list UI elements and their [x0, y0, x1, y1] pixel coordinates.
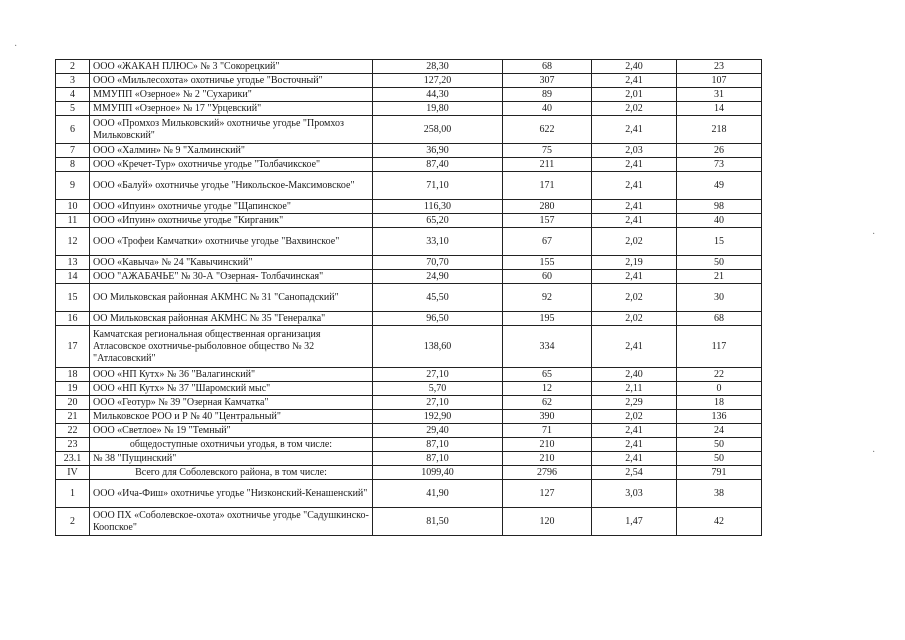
hunting-ground-name-cell: ООО "АЖАБАЧЬЕ" № 30-А "Озерная- Толбачинская": [90, 270, 373, 284]
ratio-cell: 2,41: [592, 438, 677, 452]
area-cell: 258,00: [373, 116, 503, 144]
hunting-ground-name-cell: ОО Мильковская районная АКМНС № 31 "Санопадский": [90, 284, 373, 312]
ratio-cell: 2,02: [592, 312, 677, 326]
table-row: [56, 326, 762, 368]
table-row: [56, 312, 762, 326]
quota-cell: 42: [677, 508, 762, 536]
row-number-cell: 19: [56, 382, 90, 396]
count-cell: 211: [503, 158, 592, 172]
quota-cell: 50: [677, 452, 762, 466]
quota-cell: 136: [677, 410, 762, 424]
count-cell: 195: [503, 312, 592, 326]
area-cell: 71,10: [373, 172, 503, 200]
hunting-grounds-table: [55, 59, 762, 536]
hunting-ground-name-cell: Мильковское РОО и Р № 40 "Центральный": [90, 410, 373, 424]
table-row: [56, 410, 762, 424]
hunting-ground-name-cell: Всего для Соболевского района, в том числе:: [90, 466, 373, 480]
table-row: [56, 368, 762, 382]
row-number-cell: IV: [56, 466, 90, 480]
row-number-cell: 3: [56, 74, 90, 88]
count-cell: 89: [503, 88, 592, 102]
row-number-cell: 10: [56, 200, 90, 214]
scan-speck: ·: [872, 447, 876, 458]
ratio-cell: 2,02: [592, 102, 677, 116]
hunting-ground-name-cell: ООО «Ича-Фиш» охотничье угодье "Низконский-Кенашенский": [90, 480, 373, 508]
row-number-cell: 23.1: [56, 452, 90, 466]
area-cell: 81,50: [373, 508, 503, 536]
quota-cell: 218: [677, 116, 762, 144]
hunting-ground-name-cell: ООО «НП Кутх» № 36 "Валагинский": [90, 368, 373, 382]
row-number-cell: 18: [56, 368, 90, 382]
table-row: [56, 452, 762, 466]
ratio-cell: 2,41: [592, 452, 677, 466]
table-row: [56, 508, 762, 536]
table-row: [56, 200, 762, 214]
ratio-cell: 2,02: [592, 228, 677, 256]
count-cell: 40: [503, 102, 592, 116]
area-cell: 41,90: [373, 480, 503, 508]
hunting-ground-name-cell: ООО «Промхоз Мильковский» охотничье угодье "Промхоз Мильковский": [90, 116, 373, 144]
hunting-ground-name-cell: ММУПП «Озерное» № 2 "Сухарики": [90, 88, 373, 102]
area-cell: 24,90: [373, 270, 503, 284]
table-row: [56, 88, 762, 102]
ratio-cell: 2,02: [592, 410, 677, 424]
row-number-cell: 13: [56, 256, 90, 270]
row-number-cell: 4: [56, 88, 90, 102]
ratio-cell: 2,41: [592, 326, 677, 368]
count-cell: 120: [503, 508, 592, 536]
count-cell: 92: [503, 284, 592, 312]
row-number-cell: 12: [56, 228, 90, 256]
count-cell: 12: [503, 382, 592, 396]
quota-cell: 31: [677, 88, 762, 102]
hunting-ground-name-cell: ОО Мильковская районная АКМНС № 35 "Генералка": [90, 312, 373, 326]
hunting-ground-name-cell: ММУПП «Озерное» № 17 "Урцевский": [90, 102, 373, 116]
scan-speck: ·: [872, 229, 876, 240]
table-row: [56, 382, 762, 396]
row-number-cell: 6: [56, 116, 90, 144]
area-cell: 127,20: [373, 74, 503, 88]
quota-cell: 68: [677, 312, 762, 326]
table-row: [56, 284, 762, 312]
area-cell: 27,10: [373, 396, 503, 410]
quota-cell: 26: [677, 144, 762, 158]
quota-cell: 50: [677, 256, 762, 270]
hunting-ground-name-cell: общедоступные охотничьи угодья, в том числе:: [90, 438, 373, 452]
area-cell: 29,40: [373, 424, 503, 438]
hunting-ground-name-cell: ООО «НП Кутх» № 37 "Шаромский мыс": [90, 382, 373, 396]
ratio-cell: 2,41: [592, 214, 677, 228]
hunting-ground-name-cell: ООО «Трофеи Камчатки» охотничье угодье "Вахвинское": [90, 228, 373, 256]
count-cell: 62: [503, 396, 592, 410]
count-cell: 210: [503, 438, 592, 452]
count-cell: 75: [503, 144, 592, 158]
row-number-cell: 9: [56, 172, 90, 200]
hunting-ground-name-cell: ООО «Светлое» № 19 "Темный": [90, 424, 373, 438]
hunting-ground-name-cell: ООО «Балуй» охотничье угодье "Никольское-Максимовское": [90, 172, 373, 200]
ratio-cell: 2,40: [592, 60, 677, 74]
row-number-cell: 17: [56, 326, 90, 368]
area-cell: 44,30: [373, 88, 503, 102]
row-number-cell: 20: [56, 396, 90, 410]
area-cell: 1099,40: [373, 466, 503, 480]
count-cell: 390: [503, 410, 592, 424]
ratio-cell: 2,41: [592, 270, 677, 284]
hunting-ground-name-cell: Камчатская региональная общественная организация Атласовское охотничье-рыболовное общество № 32 "Атласовский": [90, 326, 373, 368]
hunting-ground-name-cell: ООО «Ипуин» охотничье угодье "Кирганик": [90, 214, 373, 228]
ratio-cell: 2,02: [592, 284, 677, 312]
ratio-cell: 2,41: [592, 424, 677, 438]
quota-cell: 791: [677, 466, 762, 480]
row-number-cell: 2: [56, 508, 90, 536]
ratio-cell: 2,54: [592, 466, 677, 480]
row-number-cell: 1: [56, 480, 90, 508]
count-cell: 71: [503, 424, 592, 438]
count-cell: 68: [503, 60, 592, 74]
table-row: [56, 424, 762, 438]
table-row: [56, 466, 762, 480]
quota-cell: 30: [677, 284, 762, 312]
area-cell: 19,80: [373, 102, 503, 116]
ratio-cell: 2,29: [592, 396, 677, 410]
hunting-ground-name-cell: № 38 "Пущинский": [90, 452, 373, 466]
ratio-cell: 3,03: [592, 480, 677, 508]
ratio-cell: 2,11: [592, 382, 677, 396]
quota-cell: 38: [677, 480, 762, 508]
area-cell: 33,10: [373, 228, 503, 256]
ratio-cell: 2,41: [592, 172, 677, 200]
count-cell: 622: [503, 116, 592, 144]
table-body: [56, 60, 762, 536]
count-cell: 280: [503, 200, 592, 214]
area-cell: 45,50: [373, 284, 503, 312]
row-number-cell: 7: [56, 144, 90, 158]
hunting-ground-name-cell: ООО «Кречет-Тур» охотничье угодье "Толбачикское": [90, 158, 373, 172]
count-cell: 67: [503, 228, 592, 256]
row-number-cell: 14: [56, 270, 90, 284]
quota-cell: 49: [677, 172, 762, 200]
ratio-cell: 2,40: [592, 368, 677, 382]
ratio-cell: 2,41: [592, 158, 677, 172]
table-row: [56, 116, 762, 144]
ratio-cell: 2,01: [592, 88, 677, 102]
area-cell: 138,60: [373, 326, 503, 368]
quota-cell: 0: [677, 382, 762, 396]
area-cell: 87,10: [373, 452, 503, 466]
hunting-ground-name-cell: ООО ПХ «Соболевское-охота» охотничье угодье "Садушкинско-Коопское": [90, 508, 373, 536]
area-cell: 87,40: [373, 158, 503, 172]
table-row: [56, 214, 762, 228]
count-cell: 60: [503, 270, 592, 284]
table-row: [56, 438, 762, 452]
row-number-cell: 21: [56, 410, 90, 424]
table-row: [56, 74, 762, 88]
hunting-ground-name-cell: ООО «Ипуин» охотничье угодье "Щапинское": [90, 200, 373, 214]
row-number-cell: 15: [56, 284, 90, 312]
table-row: [56, 102, 762, 116]
table-row: [56, 172, 762, 200]
ratio-cell: 2,19: [592, 256, 677, 270]
area-cell: 70,70: [373, 256, 503, 270]
hunting-ground-name-cell: ООО «Кавыча» № 24 "Кавычинский": [90, 256, 373, 270]
table-row: [56, 60, 762, 74]
table-row: [56, 270, 762, 284]
ratio-cell: 2,03: [592, 144, 677, 158]
quota-cell: 24: [677, 424, 762, 438]
row-number-cell: 2: [56, 60, 90, 74]
area-cell: 96,50: [373, 312, 503, 326]
quota-cell: 117: [677, 326, 762, 368]
quota-cell: 98: [677, 200, 762, 214]
quota-cell: 15: [677, 228, 762, 256]
count-cell: 210: [503, 452, 592, 466]
row-number-cell: 8: [56, 158, 90, 172]
hunting-ground-name-cell: ООО «Геотур» № 39 "Озерная Камчатка": [90, 396, 373, 410]
count-cell: 334: [503, 326, 592, 368]
count-cell: 65: [503, 368, 592, 382]
table-row: [56, 144, 762, 158]
row-number-cell: 5: [56, 102, 90, 116]
area-cell: 65,20: [373, 214, 503, 228]
quota-cell: 21: [677, 270, 762, 284]
ratio-cell: 2,41: [592, 200, 677, 214]
count-cell: 155: [503, 256, 592, 270]
quota-cell: 107: [677, 74, 762, 88]
area-cell: 192,90: [373, 410, 503, 424]
row-number-cell: 11: [56, 214, 90, 228]
area-cell: 5,70: [373, 382, 503, 396]
scan-speck: ·: [14, 41, 18, 52]
area-cell: 87,10: [373, 438, 503, 452]
table-row: [56, 228, 762, 256]
area-cell: 36,90: [373, 144, 503, 158]
table-row: [56, 158, 762, 172]
area-cell: 27,10: [373, 368, 503, 382]
hunting-ground-name-cell: ООО «Мильлесохота» охотничье угодье "Восточный": [90, 74, 373, 88]
ratio-cell: 2,41: [592, 116, 677, 144]
ratio-cell: 2,41: [592, 74, 677, 88]
hunting-ground-name-cell: ООО «Халмин» № 9 "Халминский": [90, 144, 373, 158]
count-cell: 157: [503, 214, 592, 228]
quota-cell: 22: [677, 368, 762, 382]
table-row: [56, 256, 762, 270]
quota-cell: 40: [677, 214, 762, 228]
count-cell: 171: [503, 172, 592, 200]
row-number-cell: 22: [56, 424, 90, 438]
quota-cell: 23: [677, 60, 762, 74]
table-row: [56, 480, 762, 508]
area-cell: 28,30: [373, 60, 503, 74]
quota-cell: 14: [677, 102, 762, 116]
ratio-cell: 1,47: [592, 508, 677, 536]
row-number-cell: 23: [56, 438, 90, 452]
hunting-ground-name-cell: ООО «ЖАКАН ПЛЮС» № 3 "Сокорецкий": [90, 60, 373, 74]
row-number-cell: 16: [56, 312, 90, 326]
count-cell: 307: [503, 74, 592, 88]
count-cell: 2796: [503, 466, 592, 480]
area-cell: 116,30: [373, 200, 503, 214]
quota-cell: 73: [677, 158, 762, 172]
table-row: [56, 396, 762, 410]
quota-cell: 18: [677, 396, 762, 410]
count-cell: 127: [503, 480, 592, 508]
quota-cell: 50: [677, 438, 762, 452]
